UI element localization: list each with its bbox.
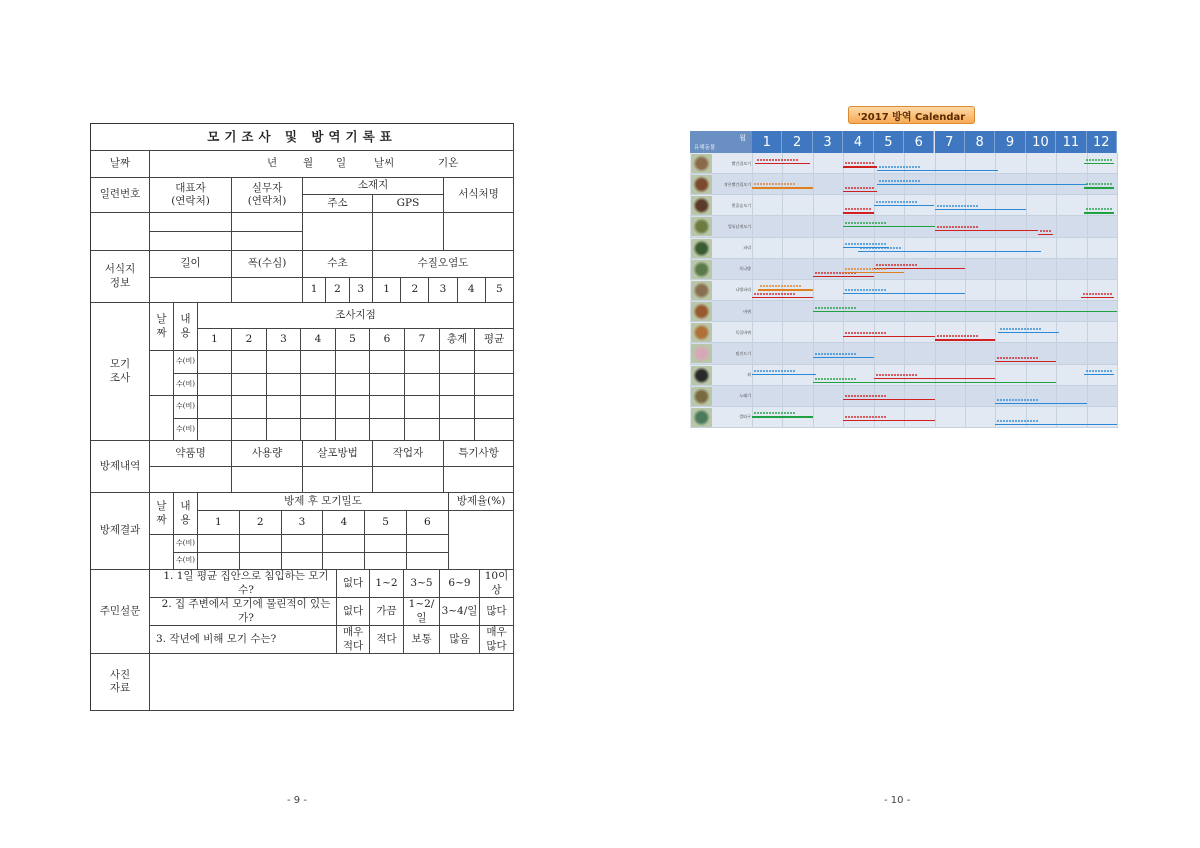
pest-thumbnail — [691, 239, 712, 258]
activity-note — [815, 353, 857, 355]
survey-col-1: 2 — [232, 329, 267, 351]
survey-cell-2-4 — [336, 396, 370, 419]
result-cell-0-0 — [198, 535, 240, 553]
activity-note — [845, 289, 887, 291]
habitat-name-value — [444, 213, 514, 251]
survey-cell-1-8 — [475, 374, 514, 397]
activity-note — [937, 335, 979, 337]
month-divider — [1026, 153, 1027, 428]
question-1: 1. 1일 평균 집안으로 침입하는 모기 수? — [150, 570, 337, 598]
activity-bar — [998, 332, 1059, 333]
survey-cell-3-3 — [301, 419, 336, 442]
survey-col-2: 3 — [267, 329, 301, 351]
date-part-1: 월 — [303, 157, 314, 170]
question-2: 2. 집 주변에서 모기에 물린적이 있는가? — [150, 598, 337, 626]
question-3: 3. 작년에 비해 모기 수는? — [150, 626, 337, 654]
length-label: 길이 — [150, 251, 232, 278]
pest-name: 파리 — [743, 245, 751, 251]
month-divider — [1056, 153, 1057, 428]
survey-cell-1-4 — [336, 374, 370, 397]
control-result-label: 방제결과 — [91, 493, 150, 570]
control-col-0: 약품명 — [150, 441, 232, 467]
result-cell-0-5 — [407, 535, 449, 553]
survey-cell-2-1 — [232, 396, 267, 419]
result-content-col: 내 용 — [174, 493, 198, 535]
result-count-label-0: 수(비) — [174, 535, 198, 553]
question-1-option-1: 1~2 — [370, 570, 404, 598]
survey-cell-0-5 — [370, 351, 405, 374]
activity-note — [754, 293, 796, 295]
plant-scale-1: 1 — [303, 278, 326, 303]
activity-note — [757, 159, 799, 161]
activity-note — [876, 201, 918, 203]
survey-points-label: 조사지점 — [198, 303, 514, 329]
pest-name: 작은빨간집모기 — [723, 181, 751, 187]
activity-note — [1086, 159, 1112, 161]
survey-count-label-1: 수(비) — [174, 374, 198, 397]
worker-contact-value — [232, 232, 303, 251]
survey-cell-2-5 — [370, 396, 405, 419]
pest-name: 얼룩날개모기 — [727, 223, 751, 229]
survey-cell-2-6 — [405, 396, 440, 419]
month-header-8: 8 — [965, 131, 995, 153]
survey-cell-2-8 — [475, 396, 514, 419]
survey-cell-0-6 — [405, 351, 440, 374]
control-rate-label: 방제율(%) — [449, 493, 514, 511]
activity-note — [845, 187, 874, 189]
date-fields — [150, 151, 514, 178]
control-details-label: 방제내역 — [91, 441, 150, 493]
result-count-label-1: 수(비) — [174, 553, 198, 571]
activity-bar — [813, 276, 874, 277]
survey-count-label-0: 수(비) — [174, 351, 198, 374]
survey-cell-1-3 — [301, 374, 336, 397]
plant-scale-3: 3 — [350, 278, 373, 303]
activity-bar — [1084, 374, 1114, 375]
activity-note — [845, 162, 874, 164]
date-part-3: 날씨 — [374, 157, 395, 170]
activity-note — [1083, 293, 1112, 295]
address-label: 주소 — [303, 195, 373, 213]
question-2-option-2: 1~2/일 — [404, 598, 440, 626]
survey-cell-0-4 — [336, 351, 370, 374]
location-label: 소재지 — [303, 178, 444, 195]
activity-note — [845, 268, 887, 270]
rep-contact-value — [150, 232, 232, 251]
survey-col-0: 1 — [198, 329, 232, 351]
activity-bar — [874, 205, 935, 206]
result-cell-0-2 — [282, 535, 324, 553]
mosquito-survey-form — [90, 123, 514, 711]
question-1-option-4: 10이상 — [480, 570, 514, 598]
activity-bar — [758, 289, 813, 290]
survey-cell-1-2 — [267, 374, 301, 397]
activity-bar — [935, 209, 1026, 210]
pest-thumbnail — [691, 175, 712, 194]
month-divider — [935, 153, 936, 428]
activity-note — [879, 180, 921, 182]
survey-cell-1-7 — [440, 374, 475, 397]
month-divider — [843, 153, 844, 428]
month-header-12: 12 — [1087, 131, 1117, 153]
date-part-0: 년 — [267, 157, 278, 170]
survey-cell-3-5 — [370, 419, 405, 442]
result-cell-0-4 — [365, 535, 407, 553]
result-cell-1-0 — [198, 553, 240, 571]
activity-bar — [843, 420, 934, 421]
date-part-4: 기온 — [438, 157, 459, 170]
month-divider — [1087, 153, 1088, 428]
activity-bar — [752, 416, 813, 417]
activity-note — [754, 370, 796, 372]
pest-control-calendar — [690, 131, 1117, 428]
control-value-1 — [232, 467, 303, 493]
activity-note — [845, 332, 887, 334]
question-2-option-0: 없다 — [337, 598, 370, 626]
survey-cell-2-2 — [267, 396, 301, 419]
length-value — [150, 278, 232, 303]
pollution-scale-5: 5 — [486, 278, 514, 303]
activity-bar — [877, 184, 1087, 185]
result-cell-0-3 — [323, 535, 365, 553]
question-2-option-1: 가끔 — [370, 598, 404, 626]
pest-name: 깔따구 — [739, 414, 751, 420]
survey-cell-0-1 — [232, 351, 267, 374]
question-3-option-2: 보통 — [404, 626, 440, 654]
activity-bar — [843, 293, 965, 294]
activity-bar — [843, 212, 873, 213]
post-density-label: 방제 후 모기밀도 — [198, 493, 449, 511]
pest-thumbnail — [691, 154, 712, 173]
pest-thumbnail — [691, 344, 712, 363]
survey-cell-0-7 — [440, 351, 475, 374]
result-col-2: 2 — [240, 511, 282, 535]
habitat-name-label: 서식처명 — [444, 178, 514, 213]
month-header-7: 7 — [935, 131, 965, 153]
pollution-scale-4: 4 — [458, 278, 486, 303]
activity-bar — [935, 230, 1038, 231]
survey-cell-0-3 — [301, 351, 336, 374]
control-col-2: 살포방법 — [303, 441, 373, 467]
activity-note — [997, 420, 1039, 422]
result-col-4: 4 — [323, 511, 365, 535]
calendar-title: '2017 방역 Calendar — [848, 106, 975, 124]
activity-note — [997, 399, 1039, 401]
control-col-3: 작업자 — [373, 441, 444, 467]
date-label: 날짜 — [91, 151, 150, 178]
result-col-5: 5 — [365, 511, 407, 535]
activity-note — [937, 226, 979, 228]
survey-col-5: 6 — [370, 329, 405, 351]
result-cell-1-5 — [407, 553, 449, 571]
month-divider — [965, 153, 966, 428]
activity-note — [815, 307, 857, 309]
survey-date-value-2 — [150, 396, 174, 441]
survey-content-col: 내 용 — [174, 303, 198, 351]
pest-thumbnail — [691, 217, 712, 236]
pest-thumbnail — [691, 323, 712, 342]
activity-bar — [843, 399, 934, 400]
survey-col-3: 4 — [301, 329, 336, 351]
control-rate-value — [449, 511, 514, 570]
pollution-scale-3: 3 — [429, 278, 457, 303]
result-date-value — [150, 535, 174, 570]
activity-bar — [843, 336, 934, 337]
activity-bar — [752, 187, 813, 188]
activity-bar — [1084, 187, 1114, 188]
pest-name: 털진드기 — [735, 350, 751, 356]
control-value-0 — [150, 467, 232, 493]
gps-label: GPS — [373, 195, 444, 213]
survey-col-6: 7 — [405, 329, 440, 351]
survey-col-4: 5 — [336, 329, 370, 351]
activity-bar — [843, 272, 904, 273]
activity-note — [876, 264, 918, 266]
serial-number-value — [91, 213, 150, 251]
pest-thumbnail — [691, 387, 712, 406]
month-header-1: 1 — [752, 131, 782, 153]
representative-label: 대표자 (연락처) — [150, 178, 232, 213]
survey-cell-3-6 — [405, 419, 440, 442]
plants-label: 수초 — [303, 251, 373, 278]
width-value — [232, 278, 303, 303]
pollution-scale-2: 2 — [401, 278, 429, 303]
address-value — [303, 213, 373, 251]
result-cell-1-4 — [365, 553, 407, 571]
survey-cell-3-1 — [232, 419, 267, 442]
survey-cell-0-8 — [475, 351, 514, 374]
activity-note — [815, 378, 857, 380]
habitat-info-label: 서식지 정보 — [91, 251, 150, 303]
gps-value — [373, 213, 444, 251]
pest-name: 독일바퀴 — [735, 329, 751, 335]
pest-name: 바퀴 — [743, 308, 751, 314]
survey-cell-1-5 — [370, 374, 405, 397]
survey-date-col: 날 짜 — [150, 303, 174, 351]
survey-count-label-2: 수(비) — [174, 396, 198, 419]
activity-note — [997, 357, 1039, 359]
question-3-option-1: 적다 — [370, 626, 404, 654]
survey-cell-3-7 — [440, 419, 475, 442]
calendar-corner — [690, 131, 752, 153]
pest-name: 흰줄숲모기 — [731, 202, 751, 208]
control-value-2 — [303, 467, 373, 493]
activity-note — [1086, 183, 1112, 185]
result-cell-0-1 — [240, 535, 282, 553]
activity-bar — [843, 226, 934, 227]
pest-name: 빨간집모기 — [731, 160, 751, 166]
serial-number-label: 일련번호 — [91, 178, 150, 213]
survey-count-label-3: 수(비) — [174, 419, 198, 442]
plant-scale-2: 2 — [326, 278, 349, 303]
pest-name: 노래기 — [739, 393, 751, 399]
month-header-6: 6 — [904, 131, 934, 153]
activity-note — [845, 243, 887, 245]
corner-month-label: 월 — [739, 134, 746, 142]
survey-cell-2-0 — [198, 396, 232, 419]
activity-bar — [877, 170, 999, 171]
activity-bar — [1038, 234, 1053, 235]
survey-cell-3-2 — [267, 419, 301, 442]
activity-bar — [935, 339, 996, 340]
survey-cell-3-0 — [198, 419, 232, 442]
survey-cell-1-0 — [198, 374, 232, 397]
month-header-2: 2 — [782, 131, 812, 153]
activity-note — [845, 395, 887, 397]
question-1-option-2: 3~5 — [404, 570, 440, 598]
result-cell-1-3 — [323, 553, 365, 571]
survey-cell-1-6 — [405, 374, 440, 397]
pest-name: 나방파리 — [735, 287, 751, 293]
activity-note — [1040, 230, 1051, 232]
pollution-label: 수질오염도 — [373, 251, 514, 278]
activity-bar — [813, 382, 1056, 383]
survey-date-value-0 — [150, 351, 174, 396]
pest-thumbnail — [691, 281, 712, 300]
survey-col-7: 총계 — [440, 329, 475, 351]
month-header-9: 9 — [995, 131, 1025, 153]
pest-thumbnail — [691, 260, 712, 279]
activity-note — [937, 205, 979, 207]
control-col-4: 특기사항 — [444, 441, 514, 467]
worker-label: 실무자 (연락처) — [232, 178, 303, 213]
month-header-4: 4 — [843, 131, 873, 153]
activity-bar — [1084, 212, 1114, 213]
month-divider — [1117, 153, 1118, 428]
survey-col-8: 평균 — [475, 329, 514, 351]
survey-cell-0-0 — [198, 351, 232, 374]
result-col-3: 3 — [282, 511, 324, 535]
activity-note — [1086, 208, 1112, 210]
month-divider — [904, 153, 905, 428]
corner-pest-label: 유해동물 — [694, 145, 716, 151]
activity-bar — [813, 311, 1117, 312]
question-2-option-4: 많다 — [480, 598, 514, 626]
result-col-6: 6 — [407, 511, 449, 535]
form-title: 모기조사 및 방역기록표 — [91, 124, 514, 151]
result-cell-1-1 — [240, 553, 282, 571]
question-2-option-3: 3~4/일 — [440, 598, 480, 626]
activity-bar — [755, 163, 810, 164]
activity-note — [1000, 328, 1042, 330]
pest-thumbnail — [691, 302, 712, 321]
activity-note — [754, 412, 796, 414]
activity-bar — [752, 297, 813, 298]
activity-bar — [995, 403, 1086, 404]
result-col-1: 1 — [198, 511, 240, 535]
activity-bar — [995, 424, 1117, 425]
activity-bar — [874, 378, 996, 379]
activity-note — [845, 208, 871, 210]
control-col-1: 사용량 — [232, 441, 303, 467]
activity-bar — [1081, 297, 1114, 298]
pest-thumbnail — [691, 408, 712, 427]
activity-bar — [995, 361, 1056, 362]
photo-area — [150, 654, 514, 711]
survey-cell-2-3 — [301, 396, 336, 419]
pest-name: 쥐 — [747, 372, 751, 378]
mosquito-survey-label: 모기 조사 — [91, 303, 150, 441]
activity-note — [760, 285, 802, 287]
activity-note — [1086, 370, 1112, 372]
width-label: 폭(수심) — [232, 251, 303, 278]
rep-name-value — [150, 213, 232, 232]
question-1-option-3: 6~9 — [440, 570, 480, 598]
activity-note — [876, 374, 918, 376]
date-part-2: 일 — [336, 157, 347, 170]
page-number-left: - 9 - — [287, 795, 307, 806]
survey-cell-0-2 — [267, 351, 301, 374]
worker-name-value — [232, 213, 303, 232]
result-date-col: 날 짜 — [150, 493, 174, 535]
survey-cell-3-8 — [475, 419, 514, 442]
activity-bar — [843, 166, 876, 167]
activity-bar — [752, 374, 816, 375]
survey-cell-2-7 — [440, 396, 475, 419]
question-3-option-4: 매우 많다 — [480, 626, 514, 654]
activity-bar — [858, 251, 1041, 252]
question-3-option-0: 매우 적다 — [337, 626, 370, 654]
question-3-option-3: 많음 — [440, 626, 480, 654]
pest-thumbnail — [691, 196, 712, 215]
activity-bar — [1084, 163, 1114, 164]
photo-label: 사진 자료 — [91, 654, 150, 711]
activity-bar — [874, 268, 965, 269]
month-divider — [752, 153, 753, 428]
month-header-10: 10 — [1026, 131, 1056, 153]
activity-note — [845, 416, 887, 418]
month-header-3: 3 — [813, 131, 843, 153]
activity-note — [754, 183, 796, 185]
survey-cell-3-4 — [336, 419, 370, 442]
month-header-5: 5 — [874, 131, 904, 153]
activity-note — [860, 247, 902, 249]
page-number-right: - 10 - — [884, 795, 911, 806]
activity-note — [845, 222, 887, 224]
survey-cell-1-1 — [232, 374, 267, 397]
pest-name: 독나방 — [739, 266, 751, 272]
pollution-scale-1: 1 — [373, 278, 401, 303]
month-divider — [995, 153, 996, 428]
control-value-4 — [444, 467, 514, 493]
question-1-option-0: 없다 — [337, 570, 370, 598]
resident-survey-label: 주민설문 — [91, 570, 150, 654]
activity-bar — [843, 191, 876, 192]
activity-bar — [813, 357, 874, 358]
result-cell-1-2 — [282, 553, 324, 571]
month-header-11: 11 — [1056, 131, 1086, 153]
month-divider — [813, 153, 814, 428]
control-value-3 — [373, 467, 444, 493]
activity-note — [879, 166, 921, 168]
pest-thumbnail — [691, 366, 712, 385]
